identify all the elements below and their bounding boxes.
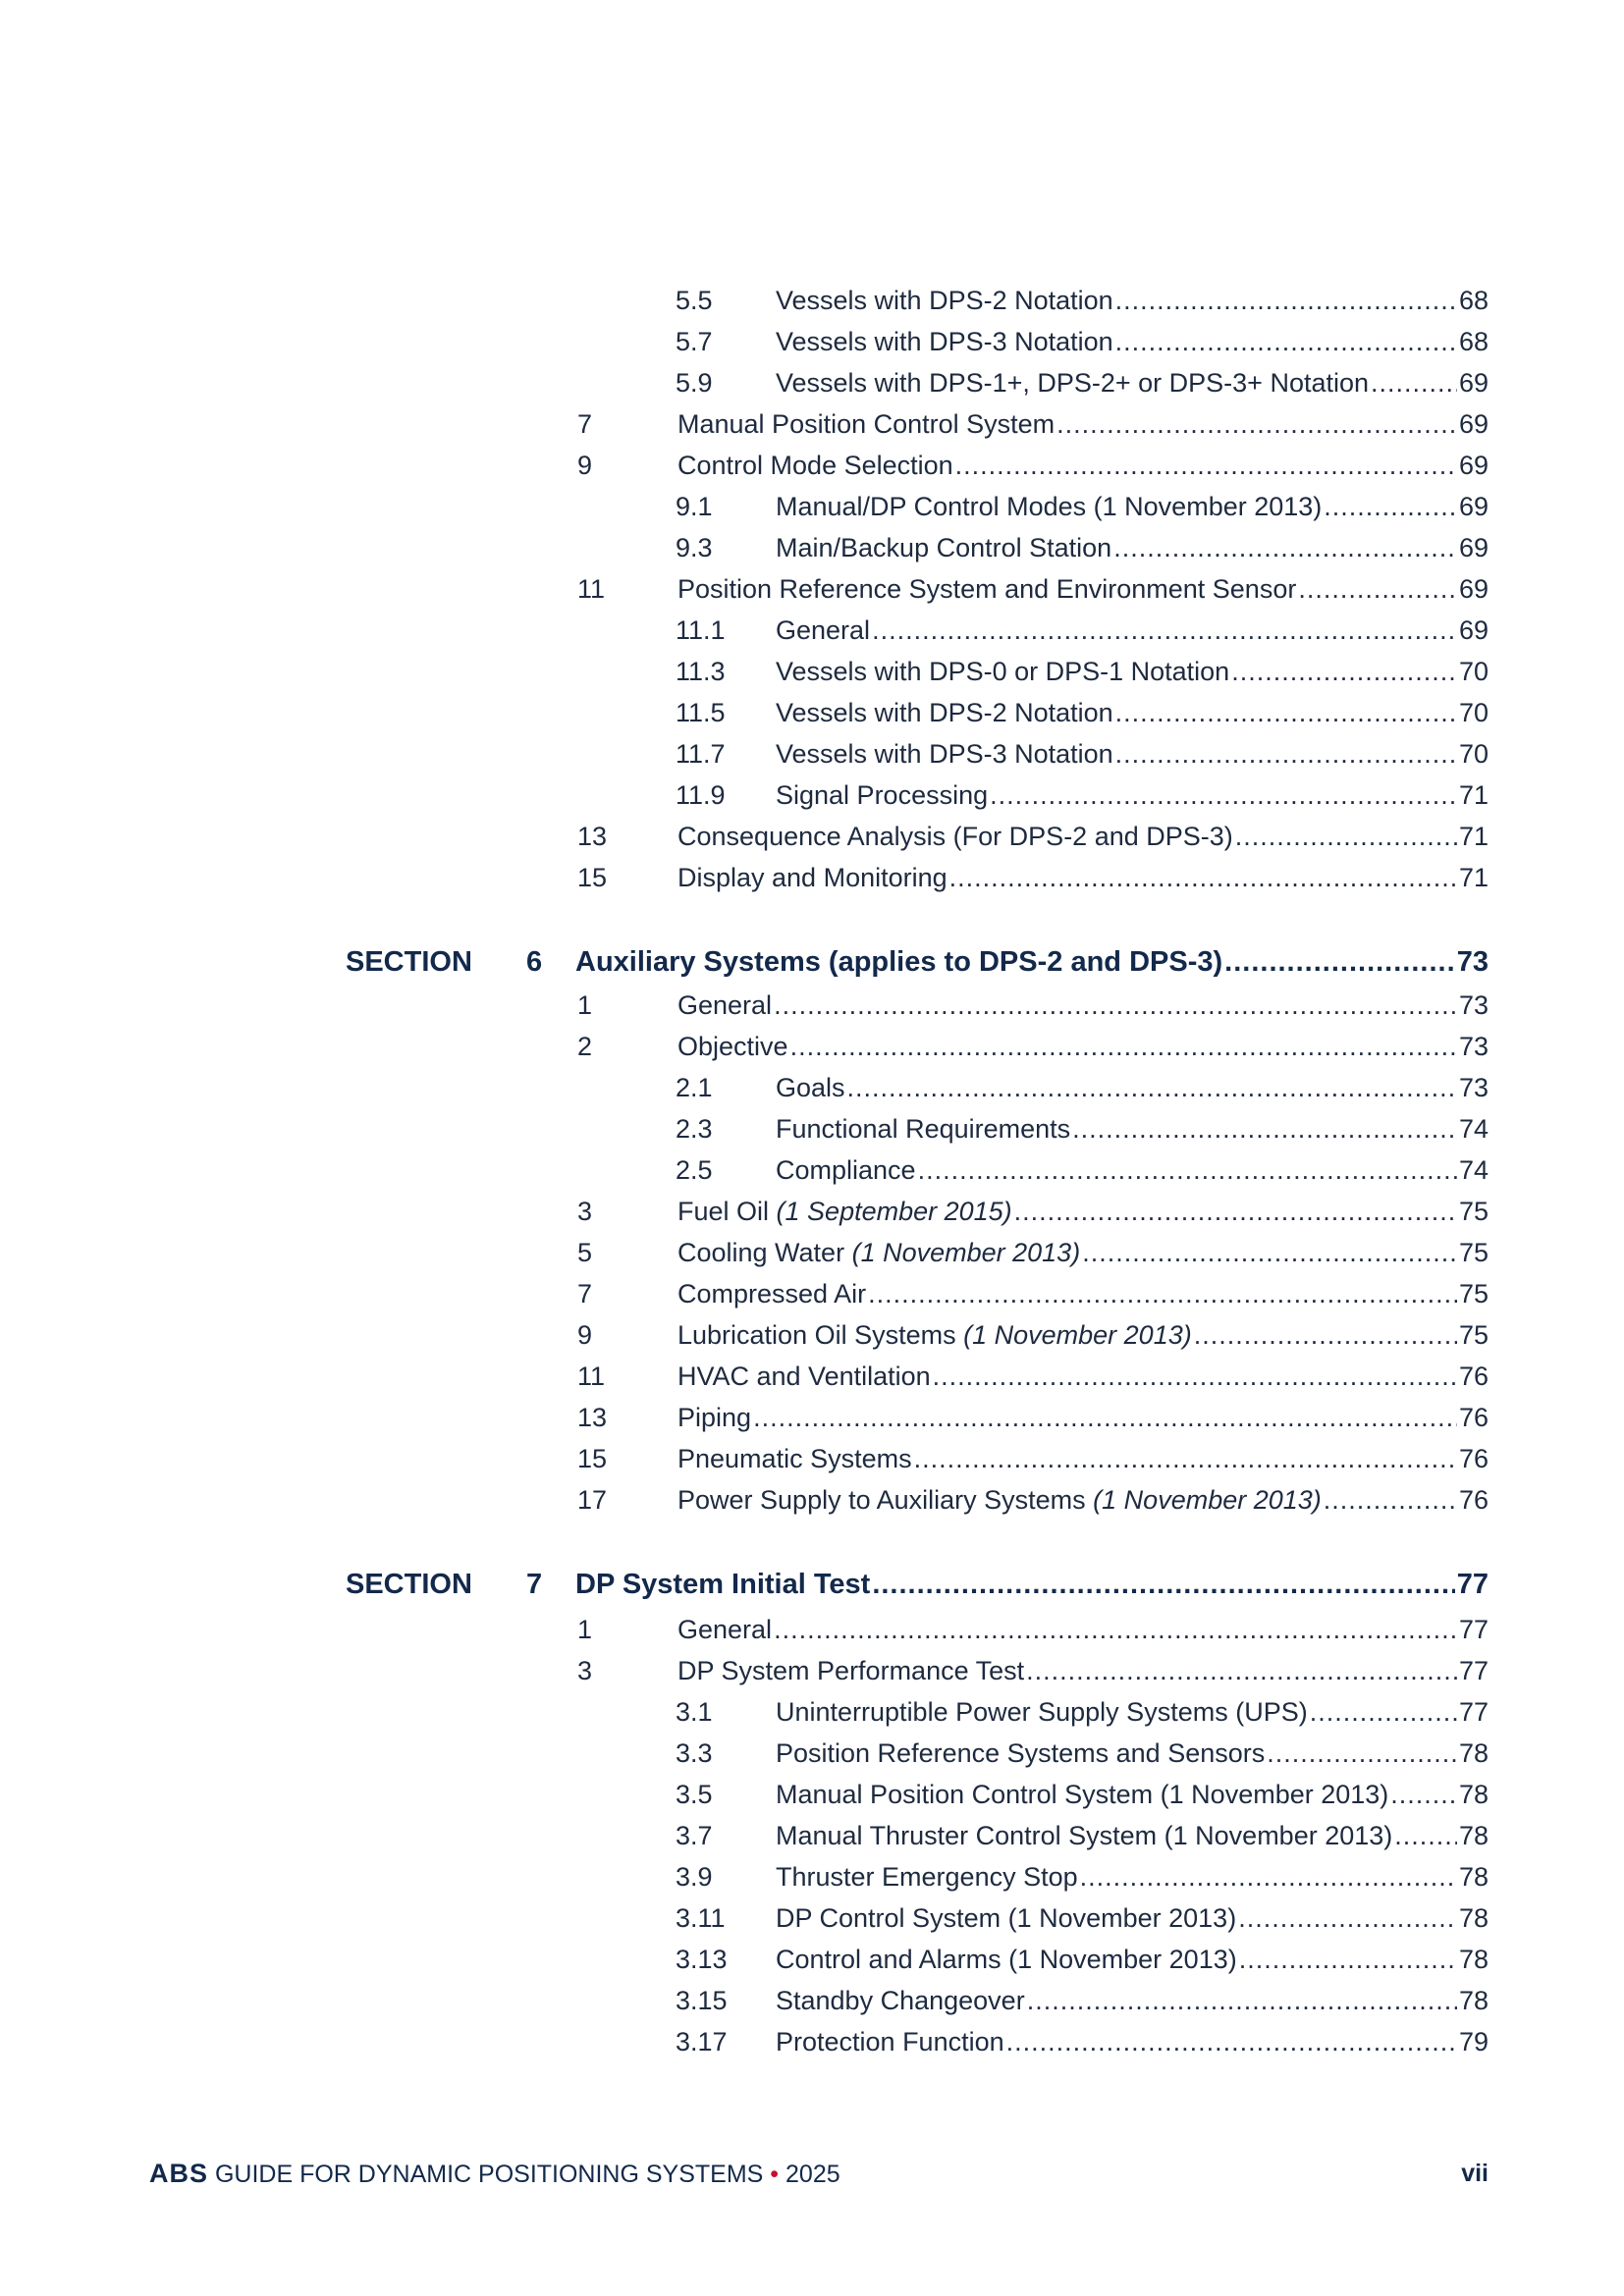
toc-entry-title-text: Vessels with DPS-1+, DPS-2+ or DPS-3+ Notation	[776, 368, 1370, 398]
toc-entry-page: 68	[1458, 286, 1489, 315]
toc-entry-page: 69	[1458, 574, 1489, 604]
toc-entry-page: 69	[1458, 451, 1489, 480]
toc-entry-page: 70	[1458, 739, 1489, 769]
leader-dots	[1371, 363, 1457, 402]
leader-dots	[1113, 528, 1457, 567]
toc-entry-title	[776, 693, 1115, 732]
section-label: SECTION	[346, 946, 472, 978]
toc-entry-title-text: Goals	[776, 1073, 845, 1102]
toc-entry-title-text: General	[776, 615, 871, 645]
footer-title	[149, 2156, 840, 2192]
toc-entry-number: 11	[577, 574, 606, 604]
toc-section-6-heading[interactable]	[346, 940, 1489, 984]
toc-entry-number: 9	[577, 451, 593, 480]
section-title: DP System Initial Test	[575, 1569, 871, 1600]
toc-entry[interactable]	[577, 1398, 1489, 1437]
leader-dots	[774, 1610, 1457, 1649]
toc-entry-number: 11.1	[676, 615, 726, 645]
toc-entry[interactable]	[577, 1480, 1489, 1520]
toc-entry[interactable]	[577, 1651, 1489, 1690]
footer-page-number: vii	[1461, 2160, 1489, 2187]
toc-entry-title	[776, 1940, 1239, 1979]
leader-dots	[955, 446, 1457, 485]
toc-entry-number: 5.7	[676, 327, 713, 356]
toc-entry[interactable]	[577, 858, 1489, 897]
toc-entry-title-text: HVAC and Ventilation	[677, 1362, 931, 1391]
leader-dots	[872, 1563, 1454, 1606]
toc-entry-title-text: Compressed Air	[677, 1279, 867, 1308]
toc-entry-page: 70	[1458, 657, 1489, 686]
toc-entry-page: 71	[1458, 822, 1489, 851]
toc-entry-title	[776, 775, 990, 815]
toc-entry-number: 1	[577, 1615, 593, 1644]
toc-entry-page: 73	[1458, 1073, 1489, 1102]
toc-entry-title	[776, 1109, 1072, 1148]
toc-entry[interactable]	[676, 734, 1489, 774]
toc-entry-title	[776, 2022, 1006, 2061]
toc-entry-title-text: Vessels with DPS-2 Notation	[776, 698, 1113, 727]
toc-entry-page: 75	[1458, 1238, 1489, 1267]
toc-entry[interactable]	[577, 404, 1489, 444]
toc-entry-title	[677, 1398, 753, 1437]
toc-entry-title-text: General	[677, 1615, 773, 1644]
leader-dots	[1238, 1898, 1457, 1938]
toc-entry-title	[776, 487, 1324, 526]
toc-entry-title-text: Objective	[677, 1032, 788, 1061]
toc-entry[interactable]	[577, 986, 1489, 1025]
toc-entry-title	[776, 1775, 1390, 1814]
toc-entry-number: 9.3	[676, 533, 713, 562]
toc-entry-title	[677, 1357, 933, 1396]
toc-entry-title	[776, 1150, 918, 1190]
toc-entry-page: 75	[1458, 1279, 1489, 1308]
toc-entry-date: (1 November 2013)	[851, 1238, 1081, 1267]
toc-entry-title	[776, 528, 1113, 567]
toc-entry-page: 78	[1458, 1986, 1489, 2015]
toc-entry-page: 69	[1458, 409, 1489, 439]
toc-entry[interactable]	[577, 1439, 1489, 1478]
toc-entry-title-text: Control Mode Selection	[677, 451, 953, 480]
toc-entry[interactable]	[676, 1940, 1489, 1979]
toc-entry-title-text: Vessels with DPS-0 or DPS-1 Notation	[776, 657, 1230, 686]
toc-entry-title-text: Position Reference System and Environment Sensor	[677, 574, 1297, 604]
toc-entry-title	[776, 1981, 1027, 2020]
section-number: 6	[526, 946, 543, 978]
leader-dots	[1235, 817, 1457, 856]
toc-entry-title-text: Consequence Analysis (For DPS-2 and DPS-3)	[677, 822, 1233, 851]
toc-entry-number: 13	[577, 1403, 608, 1432]
toc-entry-title-text: Protection Function	[776, 2027, 1004, 2056]
toc-entry-page: 75	[1458, 1197, 1489, 1226]
toc-entry-number: 9	[577, 1320, 593, 1350]
toc-entry[interactable]	[676, 363, 1489, 402]
toc-entry[interactable]	[577, 1357, 1489, 1396]
toc-entry-title	[677, 1274, 868, 1313]
toc-entry-number: 2.1	[676, 1073, 713, 1102]
toc-entry-number: 3.9	[676, 1862, 713, 1892]
toc-entry-title	[776, 1898, 1238, 1938]
leader-dots	[990, 775, 1457, 815]
toc-entry-title	[677, 1480, 1324, 1520]
leader-dots	[1115, 693, 1457, 732]
toc-entry-title-text: Signal Processing	[776, 780, 989, 810]
leader-dots	[1239, 1940, 1457, 1979]
toc-entry-title-text: General	[677, 990, 773, 1020]
toc-entry-number: 3.13	[676, 1945, 728, 1974]
toc-entry[interactable]	[577, 1274, 1489, 1313]
leader-dots	[1026, 1651, 1457, 1690]
leader-dots	[1082, 1233, 1457, 1272]
toc-entry-title-text: Fuel Oil	[677, 1197, 777, 1226]
toc-entry[interactable]	[676, 487, 1489, 526]
toc-entry-page: 79	[1458, 2027, 1489, 2056]
toc-entry-number: 3	[577, 1197, 593, 1226]
toc-entry-title-text: DP Control System (1 November 2013)	[776, 1903, 1237, 1933]
toc-entry-title-text: Main/Backup Control Station	[776, 533, 1112, 562]
toc-entry-number: 13	[577, 822, 608, 851]
leader-dots	[1115, 734, 1457, 774]
leader-dots	[1014, 1192, 1457, 1231]
toc-entry-title	[677, 446, 955, 485]
toc-entry-page: 75	[1458, 1320, 1489, 1350]
toc-entry[interactable]	[676, 1150, 1489, 1190]
toc-entry-number: 3.3	[676, 1738, 713, 1768]
toc-entry-number: 3.7	[676, 1821, 713, 1850]
toc-entry-title-text: Manual Thruster Control System (1 November 2013)	[776, 1821, 1393, 1850]
toc-entry-number: 1	[577, 990, 593, 1020]
toc-entry-number: 3.1	[676, 1697, 713, 1727]
leader-dots	[1267, 1734, 1457, 1773]
leader-dots	[1390, 1775, 1457, 1814]
toc-entry-title	[776, 363, 1371, 402]
leader-dots	[774, 986, 1457, 1025]
toc-entry[interactable]	[676, 322, 1489, 361]
leader-dots	[933, 1357, 1457, 1396]
section-page: 77	[1456, 1569, 1489, 1600]
toc-entry[interactable]	[676, 1775, 1489, 1814]
toc-entry-title	[776, 1734, 1267, 1773]
toc-entry-title-text: Standby Changeover	[776, 1986, 1025, 2015]
toc-entry-title	[776, 1692, 1310, 1732]
toc-entry-page: 78	[1458, 1903, 1489, 1933]
toc-entry-title	[677, 986, 774, 1025]
toc-entry-page: 76	[1458, 1403, 1489, 1432]
toc-entry-title-text: Piping	[677, 1403, 752, 1432]
toc-entry-title	[776, 322, 1115, 361]
toc-entry[interactable]	[577, 1027, 1489, 1066]
toc-entry-title-text: Compliance	[776, 1155, 916, 1185]
leader-dots	[1115, 322, 1457, 361]
toc-entry[interactable]	[676, 2022, 1489, 2061]
toc-entry-number: 2	[577, 1032, 593, 1061]
leader-dots	[1194, 1315, 1457, 1355]
toc-entry[interactable]	[577, 569, 1489, 609]
toc-entry-page: 69	[1458, 368, 1489, 398]
toc-entry[interactable]	[676, 1068, 1489, 1107]
toc-entry-number: 3	[577, 1656, 593, 1685]
toc-entry-page: 73	[1458, 1032, 1489, 1061]
toc-entry-title	[677, 1315, 1194, 1355]
leader-dots	[1324, 1480, 1457, 1520]
toc-entry[interactable]	[577, 817, 1489, 856]
toc-entry-title-text: Position Reference Systems and Sensors	[776, 1738, 1266, 1768]
toc-entry-title-text: Functional Requirements	[776, 1114, 1071, 1144]
toc-entry-number: 11.7	[676, 739, 726, 769]
toc-entry-date: (1 November 2013)	[1093, 1485, 1322, 1515]
leader-dots	[847, 1068, 1457, 1107]
toc-entry-number: 7	[577, 409, 593, 439]
toc-entry[interactable]	[676, 652, 1489, 691]
footer-guide-name: GUIDE FOR DYNAMIC POSITIONING SYSTEMS	[208, 2161, 771, 2188]
toc-section-7-heading[interactable]	[346, 1563, 1489, 1606]
toc-entry[interactable]	[577, 1233, 1489, 1272]
toc-entry-page: 78	[1458, 1780, 1489, 1809]
toc-entry-page: 78	[1458, 1945, 1489, 1974]
toc-entry[interactable]	[676, 1734, 1489, 1773]
toc-entry-title	[776, 1816, 1394, 1855]
leader-dots	[1115, 281, 1457, 320]
toc-entry-page: 76	[1458, 1485, 1489, 1515]
section-page: 73	[1456, 946, 1489, 978]
toc-entry-title-text: Manual/DP Control Modes (1 November 2013)	[776, 492, 1323, 521]
leader-dots	[914, 1439, 1457, 1478]
toc-entry-title-text: Manual Position Control System	[677, 409, 1056, 439]
toc-entry-page: 78	[1458, 1862, 1489, 1892]
toc-entry-page: 71	[1458, 863, 1489, 892]
leader-dots	[1006, 2022, 1457, 2061]
section-number: 7	[526, 1569, 543, 1600]
toc-entry-title-text: Cooling Water	[677, 1238, 852, 1267]
toc-entry-title	[677, 1192, 1014, 1231]
leader-dots	[1080, 1857, 1457, 1896]
toc-entry-number: 9.1	[676, 492, 713, 521]
toc-entry[interactable]	[577, 446, 1489, 485]
toc-entry-page: 77	[1458, 1656, 1489, 1685]
section-label: SECTION	[346, 1569, 472, 1600]
toc-entry-title-text: Vessels with DPS-3 Notation	[776, 327, 1113, 356]
toc-entry[interactable]	[676, 528, 1489, 567]
toc-entry-number: 11.5	[676, 698, 726, 727]
toc-entry-number: 3.15	[676, 1986, 728, 2015]
toc-entry-number: 5.5	[676, 286, 713, 315]
toc-entry-number: 3.17	[676, 2027, 728, 2056]
toc-entry[interactable]	[676, 1898, 1489, 1938]
toc-entry-title	[677, 817, 1235, 856]
toc-entry[interactable]	[676, 1109, 1489, 1148]
toc-entry-title-text: Vessels with DPS-2 Notation	[776, 286, 1113, 315]
toc-entry-number: 2.5	[676, 1155, 713, 1185]
toc-entry-number: 15	[577, 1444, 608, 1473]
toc-entry[interactable]	[676, 693, 1489, 732]
toc-entry-title	[677, 1439, 914, 1478]
toc-entry-title	[776, 1857, 1080, 1896]
toc-entry-number: 17	[577, 1485, 608, 1515]
toc-entry-page: 71	[1458, 780, 1489, 810]
toc-entry-title	[677, 1610, 774, 1649]
footer-year: 2025	[779, 2161, 840, 2188]
toc-entry-title-text: Power Supply to Auxiliary Systems	[677, 1485, 1094, 1515]
leader-dots	[1056, 404, 1457, 444]
toc-entry-title	[677, 858, 949, 897]
leader-dots	[1298, 569, 1457, 609]
toc-entry-date: (1 September 2015)	[776, 1197, 1012, 1226]
leader-dots	[1324, 487, 1457, 526]
leader-dots	[918, 1150, 1457, 1190]
toc-entry-title	[776, 281, 1115, 320]
toc-entry[interactable]	[676, 775, 1489, 815]
toc-entry-page: 69	[1458, 492, 1489, 521]
page-footer	[149, 2156, 1489, 2191]
toc-entry-number: 11.9	[676, 780, 726, 810]
toc-entry-page: 73	[1458, 990, 1489, 1020]
toc-entry-page: 69	[1458, 533, 1489, 562]
toc-entry-page: 77	[1458, 1615, 1489, 1644]
leader-dots	[1231, 652, 1457, 691]
toc-entry-title	[776, 611, 872, 650]
toc-entry-title	[776, 652, 1231, 691]
toc-entry-page: 68	[1458, 327, 1489, 356]
toc-entry-page: 74	[1458, 1114, 1489, 1144]
leader-dots	[790, 1027, 1457, 1066]
toc-entry-number: 11.3	[676, 657, 726, 686]
toc-entry-number: 3.5	[676, 1780, 713, 1809]
toc-entry-page: 70	[1458, 698, 1489, 727]
toc-entry-date: (1 November 2013)	[963, 1320, 1192, 1350]
toc-entry-page: 78	[1458, 1821, 1489, 1850]
toc-entry-page: 76	[1458, 1444, 1489, 1473]
toc-entry[interactable]	[577, 1315, 1489, 1355]
leader-dots	[1027, 1981, 1457, 2020]
toc-entry-number: 7	[577, 1279, 593, 1308]
toc-entry-page: 76	[1458, 1362, 1489, 1391]
toc-entry-title-text: Vessels with DPS-3 Notation	[776, 739, 1113, 769]
leader-dots	[949, 858, 1457, 897]
toc-entry-title-text: Thruster Emergency Stop	[776, 1862, 1078, 1892]
toc-entry-page: 69	[1458, 615, 1489, 645]
leader-dots	[1310, 1692, 1457, 1732]
toc-entry-number: 15	[577, 863, 608, 892]
toc-entry-title-text: Pneumatic Systems	[677, 1444, 912, 1473]
toc-entry[interactable]	[577, 1192, 1489, 1231]
toc-entry-number: 11	[577, 1362, 606, 1391]
toc-entry-title	[677, 1651, 1026, 1690]
toc-entry-title-text: DP System Performance Test	[677, 1656, 1025, 1685]
toc-entry-title	[677, 1233, 1082, 1272]
toc-entry-number: 3.11	[676, 1903, 726, 1933]
leader-dots	[872, 611, 1457, 650]
section-title: Auxiliary Systems (applies to DPS-2 and DPS-3)	[575, 946, 1223, 978]
toc-entry-title	[776, 1068, 847, 1107]
toc-entry-title	[677, 569, 1298, 609]
toc-entry[interactable]	[676, 611, 1489, 650]
footer-bullet: •	[770, 2161, 780, 2188]
toc-entry-title-text: Uninterruptible Power Supply Systems (UPS)	[776, 1697, 1308, 1727]
toc-entry-page: 77	[1458, 1697, 1489, 1727]
toc-entry[interactable]	[676, 281, 1489, 320]
toc-entry-number: 5	[577, 1238, 593, 1267]
leader-dots	[1224, 940, 1455, 984]
toc-entry-title	[776, 734, 1115, 774]
toc-entry[interactable]	[676, 1857, 1489, 1896]
leader-dots	[1394, 1816, 1457, 1855]
leader-dots	[753, 1398, 1457, 1437]
toc-entry-page: 74	[1458, 1155, 1489, 1185]
toc-entry-title-text: Display and Monitoring	[677, 863, 947, 892]
toc-entry-title	[677, 1027, 790, 1066]
toc-entry-number: 5.9	[676, 368, 713, 398]
toc-entry[interactable]	[676, 1692, 1489, 1732]
toc-entry[interactable]	[676, 1981, 1489, 2020]
toc-entry-title-text: Control and Alarms (1 November 2013)	[776, 1945, 1237, 1974]
toc-entry-title-text: Manual Position Control System (1 November 2013)	[776, 1780, 1389, 1809]
leader-dots	[868, 1274, 1457, 1313]
leader-dots	[1072, 1109, 1457, 1148]
toc-entry-page: 78	[1458, 1738, 1489, 1768]
toc-entry[interactable]	[676, 1816, 1489, 1855]
toc-entry[interactable]	[577, 1610, 1489, 1649]
toc-entry-title	[677, 404, 1056, 444]
toc-entry-number: 2.3	[676, 1114, 713, 1144]
toc-entry-title-text: Lubrication Oil Systems	[677, 1320, 964, 1350]
footer-brand: ABS	[149, 2159, 209, 2188]
